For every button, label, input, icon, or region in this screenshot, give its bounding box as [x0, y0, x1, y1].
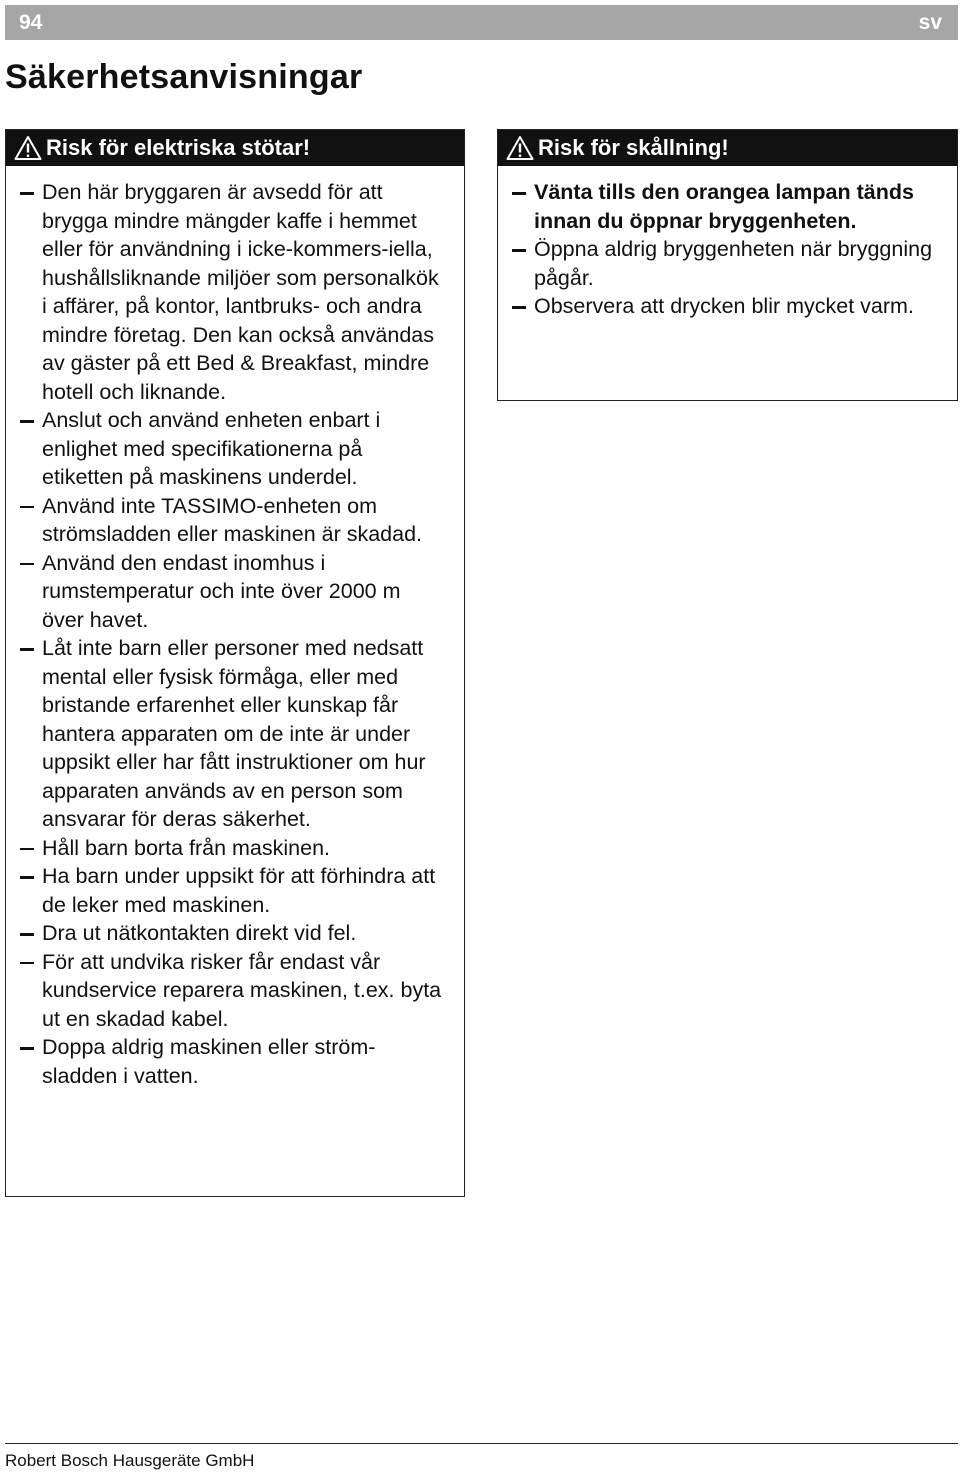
list-item: Anslut och använd enheten enbart i enlighet med specifikationerna på etiketten på maskinens underdel. — [42, 406, 446, 492]
list-item: Den här bryggaren är avsedd för att brygga mindre mängder kaffe i hemmet eller för användning i icke-kommers-iella, hushållsliknande miljöer som personalkök i affärer, på kontor, lantbruks- och andra mindre företag. Den kan också användas av gäster på ett Bed & Breakfast, mindre hotell och liknande. — [42, 178, 446, 406]
electric-shock-warning-box — [5, 129, 465, 1197]
warning-triangle-icon — [506, 135, 534, 161]
warning-triangle-icon — [14, 135, 42, 161]
list-item: Doppa aldrig maskinen eller ström-sladden i vatten. — [42, 1033, 446, 1090]
list-item: Observera att drycken blir mycket varm. — [534, 292, 943, 321]
safety-list — [498, 166, 957, 321]
list-item: Håll barn borta från maskinen. — [42, 834, 446, 863]
warning-heading: Risk för skållning! — [538, 135, 729, 160]
list-item: Dra ut nätkontakten direkt vid fel. — [42, 919, 446, 948]
list-item: Öppna aldrig bryggenheten när bryggning pågår. — [534, 235, 943, 292]
language-code: sv — [918, 10, 942, 34]
list-item: Vänta tills den orangea lampan tänds innan du öppnar bryggenheten. — [534, 178, 943, 235]
scalding-warning-box — [497, 129, 958, 401]
list-item: Ha barn under uppsikt för att förhindra att de leker med maskinen. — [42, 862, 446, 919]
page-number: 94 — [19, 10, 43, 34]
warning-header — [6, 130, 464, 166]
warning-heading: Risk för elektriska stötar! — [46, 135, 311, 160]
list-item: Använd inte TASSIMO-enheten om strömsladden eller maskinen är skadad. — [42, 492, 446, 549]
list-item: Låt inte barn eller personer med nedsatt mental eller fysisk förmåga, eller med bristande erfarenhet eller kunskap får hantera apparaten om de inte är under uppsikt eller har fått instruktioner om hur apparaten används av en person som ansvarar för deras säkerhet. — [42, 634, 446, 834]
safety-list — [6, 166, 464, 1090]
footer-company: Robert Bosch Hausgeräte GmbH — [5, 1451, 255, 1470]
list-item: För att undvika risker får endast vår kundservice reparera maskinen, t.ex. byta ut en skadad kabel. — [42, 948, 446, 1034]
warning-header — [498, 130, 957, 166]
footer-divider — [5, 1443, 958, 1444]
page-title: Säkerhetsanvisningar — [5, 58, 363, 96]
page-header-bar — [5, 5, 958, 40]
list-item: Använd den endast inomhus i rumstemperatur och inte över 2000 m över havet. — [42, 549, 446, 635]
